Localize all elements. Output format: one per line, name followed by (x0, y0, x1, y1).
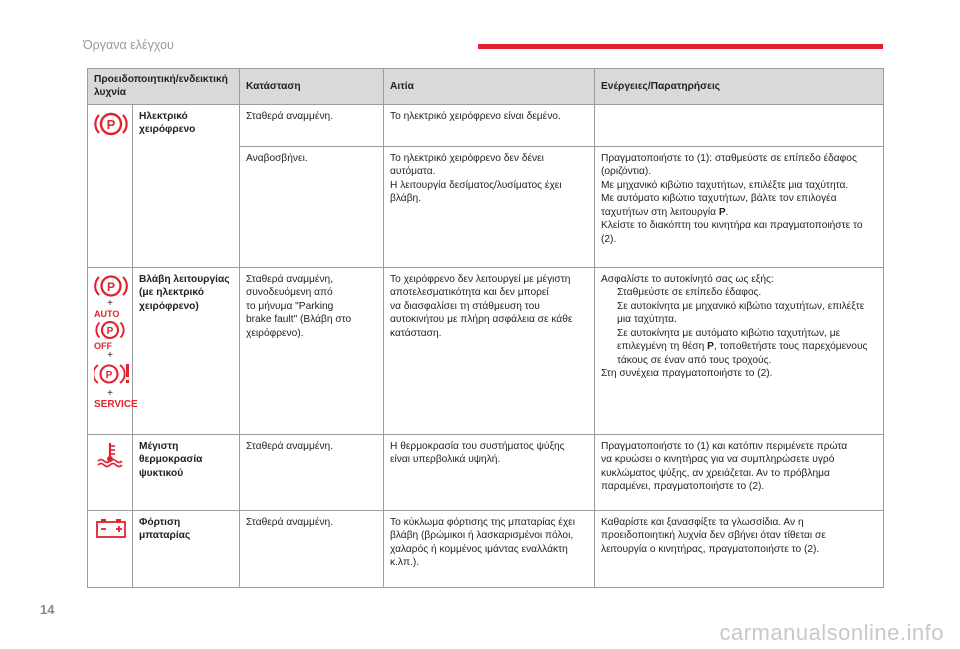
auto-label: AUTO (94, 308, 120, 319)
chapter-title: Όργανα ελέγχου (83, 38, 174, 52)
actions-cell (595, 434, 884, 510)
cause-line: είναι υπερβολικά υψηλή. (390, 454, 501, 466)
bullet-text: , τοποθετήστε τους παρεχόμενους τάκους σε έναν από τους τροχούς. (617, 341, 868, 366)
action-line: να κρυώσει ο κινητήρας για να συμπληρώσετε υγρό (601, 454, 835, 466)
action-line: λειτουργία ο κινητήρας, πραγματοποιήστε το (2). (601, 543, 820, 555)
status-line: brake fault" (Βλάβη στο (246, 314, 352, 326)
cause-line: να διασφαλίσει τη στάθμευση του (390, 300, 540, 312)
battery-charge-icon (94, 516, 126, 540)
parking-brake-red-icon (94, 273, 126, 299)
cause-line: χαλαρός ή κομμένος ιμάντας εναλλάκτη (390, 543, 568, 555)
cause-line: Το ηλεκτρικό χειρόφρενο δεν δένει αυτόματα. (390, 152, 544, 178)
action-line (601, 192, 877, 219)
bullet-text: Σε αυτοκίνητα με αυτόματο κιβώτιο ταχυτήτων, με επιλεγμένη τη θέση (617, 327, 841, 353)
cause-cell (384, 146, 595, 267)
lamp-name: Μέγιστη θερμοκρασία ψυκτικού (133, 434, 240, 510)
icon-cell (88, 267, 138, 434)
lamp-name: Φόρτιση μπαταρίας (133, 510, 240, 587)
status-cell (240, 267, 384, 434)
plus-sign: + (107, 349, 113, 361)
table-row (88, 267, 884, 434)
actions-cell (595, 267, 884, 434)
cause-line: κ.λπ.). (390, 557, 420, 569)
svg-text:P: P (105, 369, 113, 381)
action-line: παραμένει, πραγματοποιήστε το (2). (601, 481, 765, 493)
status-cell: Σταθερά αναμμένη. (240, 434, 384, 510)
table-row (88, 510, 884, 587)
bullet-text: Σταθμεύστε σε επίπεδο έδαφος. (617, 287, 762, 299)
cause-line: Η θερμοκρασία του συστήματος ψύξης (390, 440, 565, 452)
action-bullet (601, 327, 877, 367)
header-lamp: Προειδοποιητική/ενδεικτική λυχνία (88, 69, 240, 105)
coolant-temperature-icon (94, 440, 126, 468)
header-cause: Αιτία (384, 69, 595, 105)
gear-p-label: P (718, 206, 726, 218)
action-line: κυκλώματος ψύξης, αν χρειάζεται. Αν το πρόβλημα (601, 467, 830, 479)
lamp-name: Βλάβη λειτουργίας (με ηλεκτρικό χειρόφρενο) (133, 267, 240, 434)
action-bullet (601, 300, 877, 327)
status-cell: Αναβοσβήνει. (240, 146, 384, 267)
cause-line: κατάσταση. (390, 327, 442, 339)
cause-cell: Το ηλεκτρικό χειρόφρενο είναι δεμένο. (384, 104, 595, 146)
cause-cell (384, 267, 595, 434)
status-line: Σταθερά αναμμένη, (246, 273, 334, 285)
icon-cell (88, 510, 133, 587)
action-text: . (725, 206, 729, 218)
action-line: Με μηχανικό κιβώτιο ταχυτήτων, επιλέξτε μια ταχύτητα. (601, 179, 849, 191)
page-number: 14 (40, 602, 55, 617)
plus-sign: + (107, 297, 113, 309)
status-cell: Σταθερά αναμμένη. (240, 104, 384, 146)
cause-cell (384, 510, 595, 587)
gear-p-label: P (707, 341, 714, 353)
table-header-row (88, 69, 884, 105)
actions-cell (595, 510, 884, 587)
action-intro: Ασφαλίστε το αυτοκίνητό σας ως εξής: (601, 273, 774, 285)
svg-text:P: P (106, 279, 116, 294)
auto-p-off-icon (94, 309, 126, 351)
table-row (88, 434, 884, 510)
action-line: Καθαρίστε και ξανασφίξτε τα γλωσσίδια. Αν η (601, 516, 804, 528)
actions-cell (595, 104, 884, 146)
status-line: συνοδευόμενη από (246, 287, 333, 299)
action-line: προειδοποιητική λυχνία δεν σβήνει όταν τίθεται σε (601, 530, 826, 542)
cause-line: Το κύκλωμα φόρτισης της μπαταρίας έχει (390, 516, 575, 528)
chapter-accent-bar (478, 44, 883, 49)
cause-line: αποτελεσματικότητα και δεν μπορεί (390, 287, 549, 299)
cause-cell (384, 434, 595, 510)
warning-lamps-table (87, 68, 884, 588)
watermark: carmanualsonline.info (719, 620, 944, 645)
action-line: Πραγματοποιήστε το (1) και κατόπιν περιμένετε πρώτα (601, 440, 848, 452)
action-line: Πραγματοποιήστε το (1): σταθμεύστε σε επίπεδο έδαφος (οριζόντια). (601, 152, 857, 178)
action-text: Με αυτόματο κιβώτιο ταχυτήτων, βάλτε τον επιλογέα ταχυτήτων στη λειτουργία (601, 193, 837, 218)
service-label: SERVICE (94, 398, 138, 410)
action-outro: Στη συνέχεια πραγματοποιήστε το (2). (601, 368, 773, 380)
table-row (88, 104, 884, 146)
svg-text:P: P (106, 325, 114, 337)
actions-cell (595, 146, 884, 267)
header-status: Κατάσταση (240, 69, 384, 105)
status-line: χειρόφρενο). (246, 327, 304, 339)
parking-brake-service-icon (94, 361, 138, 410)
svg-text:P: P (106, 116, 116, 132)
header-actions: Ενέργειες/Παρατηρήσεις (595, 69, 884, 105)
cause-line: αυτοκινήτου με πλήρη ασφάλεια σε κάθε (390, 314, 573, 326)
bullet-text: Σε αυτοκίνητα με μηχανικό κιβώτιο ταχυτήτων, επιλέξτε μια ταχύτητα. (617, 300, 865, 326)
cause-line: βλάβη (βρώμικοι ή λασκαρισμένοι πόλοι, (390, 530, 574, 542)
cause-line: Το χειρόφρενο δεν λειτουργεί με μέγιστη (390, 273, 571, 285)
parking-brake-red-icon (94, 110, 126, 138)
status-line: το μήνυμα "Parking (246, 300, 334, 312)
off-label: OFF (94, 340, 112, 351)
cause-line: Η λειτουργία δεσίματος/λυσίματος έχει βλάβη. (390, 179, 562, 205)
icon-cell (88, 434, 133, 510)
status-cell: Σταθερά αναμμένη. (240, 510, 384, 587)
icon-cell (88, 104, 133, 267)
action-bullet (601, 286, 877, 299)
action-line: Κλείστε το διακόπτη του κινητήρα και πραγματοποιήστε το (2). (601, 220, 863, 245)
plus-sign: + (107, 387, 113, 399)
lamp-name: Ηλεκτρικό χειρόφρενο (133, 104, 240, 267)
